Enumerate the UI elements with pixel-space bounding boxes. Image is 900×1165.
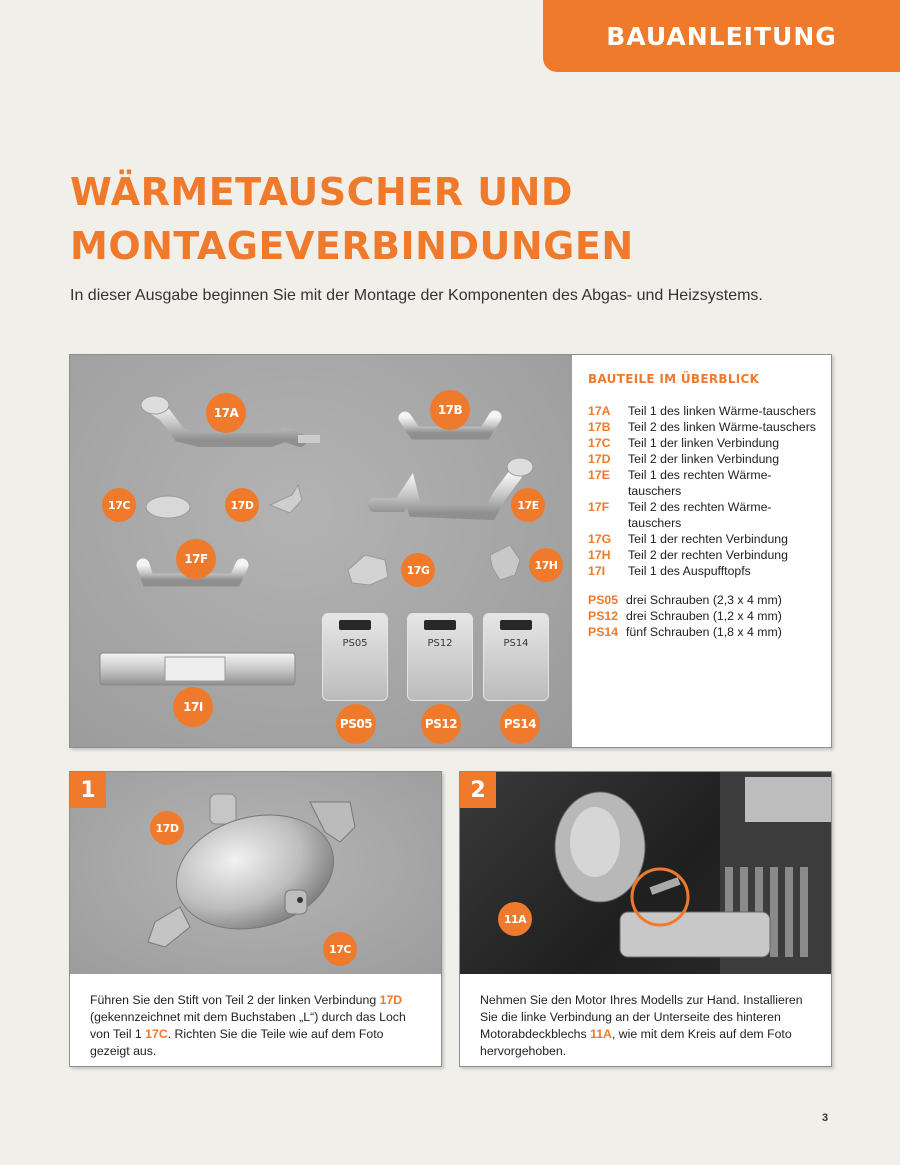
step-2-photo [460, 772, 831, 974]
part-17e-shape [375, 475, 515, 513]
step-1-illustration [70, 772, 441, 974]
parts-list [588, 403, 823, 579]
legend-row: 17E Teil 1 des rechten Wärme-tauschers [588, 468, 772, 498]
step-1 [69, 771, 442, 1067]
parts-overview-panel [69, 354, 832, 748]
step-2-illustration [460, 772, 831, 974]
part-17h-shape [490, 545, 520, 580]
parts-photo [70, 355, 572, 747]
legend-row: 17G Teil 1 der rechten Verbindung [588, 532, 788, 546]
legend-row: 17F Teil 2 des rechten Wärme-tauschers [588, 500, 772, 530]
parts-legend [588, 372, 823, 640]
title-line-1: WÄRMETAUSCHER UND [70, 170, 573, 214]
legend-row: PS12 drei Schrauben (1,2 x 4 mm) [588, 609, 782, 623]
screw-bag-ps05: PS05 [322, 613, 388, 701]
step-1-label-17c: 17C [323, 932, 357, 966]
step-1-text: Führen Sie den Stift von Teil 2 der linken Verbindung 17D (gekennzeichnet mit dem Buchstaben „L“) durch das Loch von Teil 1 17C. Richten Sie die Teile wie auf dem Foto gezeigt aus. [90, 993, 406, 1058]
legend-row: 17C Teil 1 der linken Verbindung [588, 436, 780, 450]
step-2-number: 2 [460, 772, 496, 808]
step-2-text: Nehmen Sie den Motor Ihres Modells zur Hand. Installieren Sie die linke Verbindung an der Unterseite des hinteren Motorabdeckblechs 11A, wie mit dem Kreis auf dem Foto hervorgehoben. [480, 993, 803, 1058]
legend-row: 17A Teil 1 des linken Wärme-tauschers [588, 404, 816, 418]
section-tab: BAUANLEITUNG [543, 0, 900, 72]
legend-heading: BAUTEILE IM ÜBERBLICK [588, 372, 760, 386]
step-1-photo [70, 772, 441, 974]
legend-row: 17I Teil 1 des Auspufftopfs [588, 564, 751, 578]
badge-ps05: PS05 [336, 704, 376, 744]
step-2-label-11a: 11A [498, 902, 532, 936]
screw-bag-ps14: PS14 [483, 613, 549, 701]
legend-row: PS05 drei Schrauben (2,3 x 4 mm) [588, 593, 782, 607]
part-17g-shape [348, 555, 388, 585]
badge-17i: 17I [173, 687, 213, 727]
step-2 [459, 771, 832, 1067]
step-1-label-17d: 17D [150, 811, 184, 845]
badge-17e: 17E [511, 488, 545, 522]
badge-17g: 17G [401, 553, 435, 587]
legend-row: PS14 fünf Schrauben (1,8 x 4 mm) [588, 625, 782, 639]
badge-17h: 17H [529, 548, 563, 582]
badge-17c: 17C [102, 488, 136, 522]
part-17d-shape [270, 485, 302, 513]
title-line-2: MONTAGEVERBINDUNGEN [70, 224, 634, 268]
screws-list [588, 592, 823, 640]
badge-17f: 17F [176, 539, 216, 579]
intro-text: In dieser Ausgabe beginnen Sie mit der Montage der Komponenten des Abgas- und Heizsystems. [70, 287, 763, 304]
badge-ps14: PS14 [500, 704, 540, 744]
screw-bag-ps12: PS12 [407, 613, 473, 701]
legend-row: 17D Teil 2 der linken Verbindung [588, 452, 780, 466]
part-17c-shape [146, 496, 190, 518]
page-title [70, 165, 634, 273]
legend-row: 17B Teil 2 des linken Wärme-tauschers [588, 420, 816, 434]
page-number: 3 [822, 1112, 829, 1124]
legend-row: 17H Teil 2 der rechten Verbindung [588, 548, 788, 562]
badge-17b: 17B [430, 390, 470, 430]
badge-17d: 17D [225, 488, 259, 522]
badge-ps12: PS12 [421, 704, 461, 744]
step-1-number: 1 [70, 772, 106, 808]
badge-17a: 17A [206, 393, 246, 433]
